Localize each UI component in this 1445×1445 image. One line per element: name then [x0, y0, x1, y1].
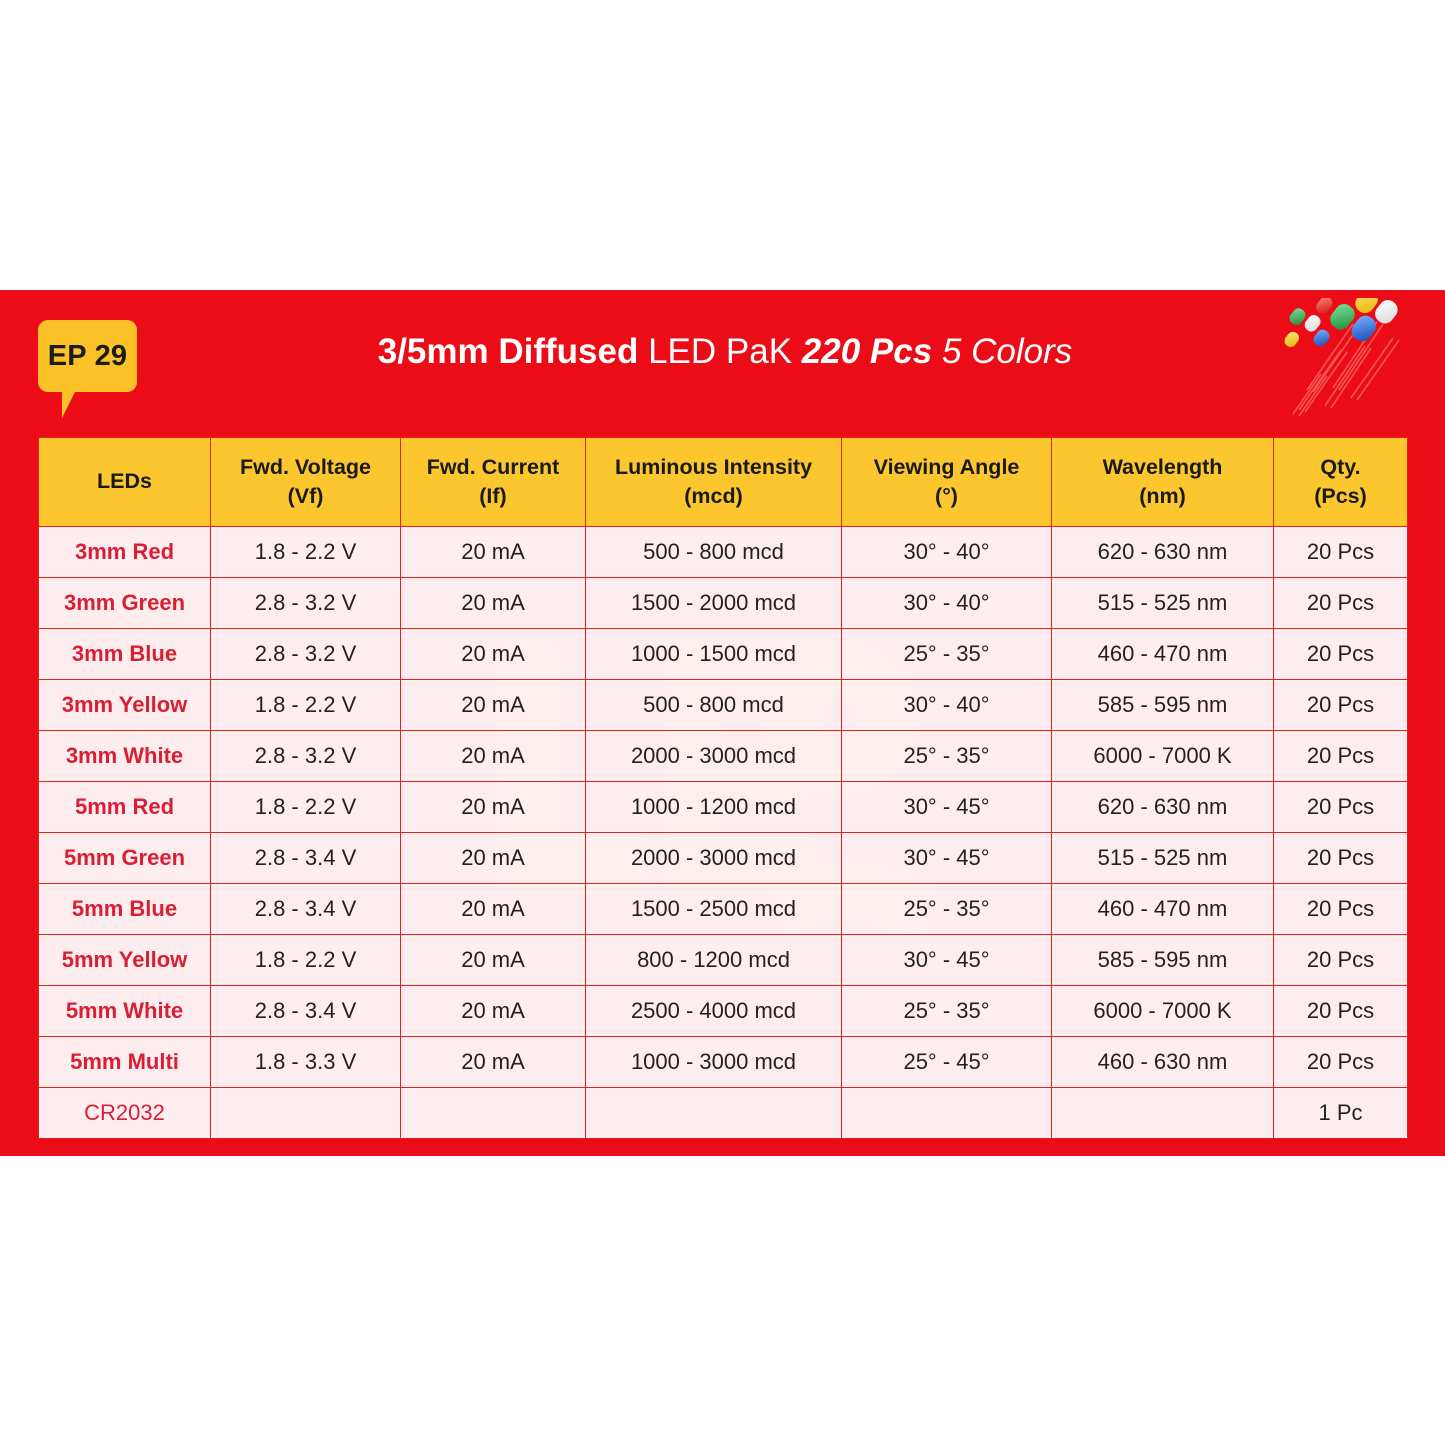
table-row — [39, 1088, 1408, 1139]
cell-wavelength: 620 - 630 nm — [1052, 527, 1274, 578]
table-row — [39, 986, 1408, 1037]
table-row — [39, 527, 1408, 578]
column-header-luminous-intensity-line2: (mcd) — [684, 484, 743, 508]
cell-viewing-angle: 25° - 45° — [842, 1037, 1052, 1088]
title-part-colors: 5 Colors — [941, 332, 1073, 371]
specification-table-wrapper — [38, 437, 1407, 1139]
table-row — [39, 731, 1408, 782]
cell-wavelength: 585 - 595 nm — [1052, 935, 1274, 986]
cell-luminous-intensity: 2500 - 4000 mcd — [586, 986, 842, 1037]
episode-badge — [38, 320, 137, 392]
table-header-row — [39, 438, 1408, 527]
cell-qty: 20 Pcs — [1274, 1037, 1408, 1088]
column-header-fwd-voltage-line1: Fwd. Voltage — [240, 454, 371, 479]
cell-fwd-voltage: 1.8 - 3.3 V — [211, 1037, 401, 1088]
cell-viewing-angle: 25° - 35° — [842, 629, 1052, 680]
cell-viewing-angle: 25° - 35° — [842, 731, 1052, 782]
table-row — [39, 680, 1408, 731]
cell-led-name: 5mm Green — [39, 833, 211, 884]
page-title — [180, 332, 1270, 372]
table-row — [39, 1037, 1408, 1088]
cell-qty: 20 Pcs — [1274, 629, 1408, 680]
cell-viewing-angle: 30° - 40° — [842, 578, 1052, 629]
cell-wavelength: 585 - 595 nm — [1052, 680, 1274, 731]
cell-fwd-voltage: 2.8 - 3.4 V — [211, 986, 401, 1037]
cell-led-name: 5mm Red — [39, 782, 211, 833]
cell-fwd-voltage: 2.8 - 3.2 V — [211, 629, 401, 680]
banner-header — [0, 290, 1445, 437]
cell-fwd-current: 20 mA — [401, 935, 586, 986]
cell-qty: 20 Pcs — [1274, 935, 1408, 986]
table-row — [39, 833, 1408, 884]
cell-luminous-intensity: 1000 - 3000 mcd — [586, 1037, 842, 1088]
cell-wavelength: 460 - 630 nm — [1052, 1037, 1274, 1088]
cell-luminous-intensity: 500 - 800 mcd — [586, 527, 842, 578]
column-header-fwd-current-line1: Fwd. Current — [426, 454, 560, 479]
cell-fwd-current: 20 mA — [401, 833, 586, 884]
cell-fwd-voltage: 1.8 - 2.2 V — [211, 782, 401, 833]
led-cluster-photo-icon — [1281, 298, 1431, 416]
cell-viewing-angle: 30° - 40° — [842, 680, 1052, 731]
column-header-wavelength-line2: (nm) — [1139, 484, 1186, 508]
cell-luminous-intensity: 2000 - 3000 mcd — [586, 731, 842, 782]
cell-qty: 20 Pcs — [1274, 884, 1408, 935]
cell-viewing-angle — [842, 1088, 1052, 1139]
cell-luminous-intensity: 1000 - 1200 mcd — [586, 782, 842, 833]
cell-fwd-current: 20 mA — [401, 782, 586, 833]
title-part-product-size: 3/5mm Diffused — [377, 332, 639, 371]
cell-fwd-current: 20 mA — [401, 1037, 586, 1088]
column-header-fwd-voltage-line2: (Vf) — [287, 484, 324, 508]
column-header-fwd-current — [401, 438, 586, 527]
cell-wavelength: 515 - 525 nm — [1052, 833, 1274, 884]
cell-luminous-intensity: 1000 - 1500 mcd — [586, 629, 842, 680]
cell-fwd-current: 20 mA — [401, 578, 586, 629]
cell-wavelength — [1052, 1088, 1274, 1139]
cell-fwd-current — [401, 1088, 586, 1139]
cell-led-name: 5mm Multi — [39, 1037, 211, 1088]
cell-qty: 20 Pcs — [1274, 986, 1408, 1037]
cell-wavelength: 620 - 630 nm — [1052, 782, 1274, 833]
title-part-led-pak: LED PaK — [648, 332, 793, 371]
table-body — [39, 527, 1408, 1139]
cell-fwd-current: 20 mA — [401, 986, 586, 1037]
cell-qty: 20 Pcs — [1274, 782, 1408, 833]
column-header-viewing-angle — [842, 438, 1052, 527]
cell-qty: 20 Pcs — [1274, 833, 1408, 884]
cell-fwd-voltage: 2.8 - 3.2 V — [211, 578, 401, 629]
column-header-fwd-voltage — [211, 438, 401, 527]
cell-viewing-angle: 30° - 45° — [842, 935, 1052, 986]
cell-luminous-intensity: 1500 - 2000 mcd — [586, 578, 842, 629]
table-header — [39, 438, 1408, 527]
cell-viewing-angle: 30° - 45° — [842, 833, 1052, 884]
cell-fwd-voltage — [211, 1088, 401, 1139]
cell-fwd-voltage: 1.8 - 2.2 V — [211, 527, 401, 578]
episode-badge-label: EP 29 — [47, 339, 128, 372]
cell-fwd-current: 20 mA — [401, 527, 586, 578]
cell-led-name: 3mm White — [39, 731, 211, 782]
cell-qty: 1 Pc — [1274, 1088, 1408, 1139]
column-header-qty-line1: Qty. — [1320, 454, 1361, 479]
cell-wavelength: 515 - 525 nm — [1052, 578, 1274, 629]
cell-fwd-voltage: 2.8 - 3.4 V — [211, 884, 401, 935]
column-header-wavelength — [1052, 438, 1274, 527]
table-row — [39, 629, 1408, 680]
cell-luminous-intensity: 500 - 800 mcd — [586, 680, 842, 731]
cell-led-name: 3mm Blue — [39, 629, 211, 680]
cell-led-name: 5mm Blue — [39, 884, 211, 935]
red-banner-panel — [0, 290, 1445, 1156]
cell-viewing-angle: 25° - 35° — [842, 986, 1052, 1037]
column-header-fwd-current-line2: (If) — [479, 484, 507, 508]
cell-viewing-angle: 30° - 45° — [842, 782, 1052, 833]
cell-viewing-angle: 25° - 35° — [842, 884, 1052, 935]
cell-wavelength: 6000 - 7000 K — [1052, 731, 1274, 782]
cell-fwd-current: 20 mA — [401, 884, 586, 935]
cell-wavelength: 460 - 470 nm — [1052, 629, 1274, 680]
cell-qty: 20 Pcs — [1274, 578, 1408, 629]
table-row — [39, 884, 1408, 935]
cell-qty: 20 Pcs — [1274, 680, 1408, 731]
column-header-qty — [1274, 438, 1408, 527]
cell-led-name: 3mm Green — [39, 578, 211, 629]
column-header-viewing-angle-line2: (°) — [935, 484, 958, 508]
cell-led-name: 5mm Yellow — [39, 935, 211, 986]
column-header-wavelength-line1: Wavelength — [1102, 454, 1223, 479]
cell-fwd-voltage: 2.8 - 3.4 V — [211, 833, 401, 884]
column-header-luminous-intensity — [586, 438, 842, 527]
column-header-leds — [39, 438, 211, 527]
column-header-leds-line1: LEDs — [97, 469, 152, 494]
cell-led-name: 3mm Yellow — [39, 680, 211, 731]
cell-fwd-current: 20 mA — [401, 680, 586, 731]
specification-table — [38, 437, 1408, 1139]
title-part-quantity: 220 Pcs — [801, 332, 933, 371]
cell-fwd-current: 20 mA — [401, 629, 586, 680]
cell-qty: 20 Pcs — [1274, 527, 1408, 578]
cell-wavelength: 6000 - 7000 K — [1052, 986, 1274, 1037]
column-header-qty-line2: (Pcs) — [1314, 484, 1367, 508]
cell-fwd-current: 20 mA — [401, 731, 586, 782]
table-row — [39, 935, 1408, 986]
table-row — [39, 578, 1408, 629]
cell-led-name: CR2032 — [39, 1088, 211, 1139]
cell-led-name: 5mm White — [39, 986, 211, 1037]
table-row — [39, 782, 1408, 833]
cell-fwd-voltage: 1.8 - 2.2 V — [211, 680, 401, 731]
cell-luminous-intensity: 800 - 1200 mcd — [586, 935, 842, 986]
episode-badge-tail-icon — [62, 390, 84, 418]
cell-fwd-voltage: 1.8 - 2.2 V — [211, 935, 401, 986]
column-header-viewing-angle-line1: Viewing Angle — [873, 454, 1020, 479]
cell-luminous-intensity — [586, 1088, 842, 1139]
cell-qty: 20 Pcs — [1274, 731, 1408, 782]
cell-luminous-intensity: 1500 - 2500 mcd — [586, 884, 842, 935]
cell-wavelength: 460 - 470 nm — [1052, 884, 1274, 935]
cell-fwd-voltage: 2.8 - 3.2 V — [211, 731, 401, 782]
cell-viewing-angle: 30° - 40° — [842, 527, 1052, 578]
cell-led-name: 3mm Red — [39, 527, 211, 578]
column-header-luminous-intensity-line1: Luminous Intensity — [614, 454, 813, 479]
cell-luminous-intensity: 2000 - 3000 mcd — [586, 833, 842, 884]
